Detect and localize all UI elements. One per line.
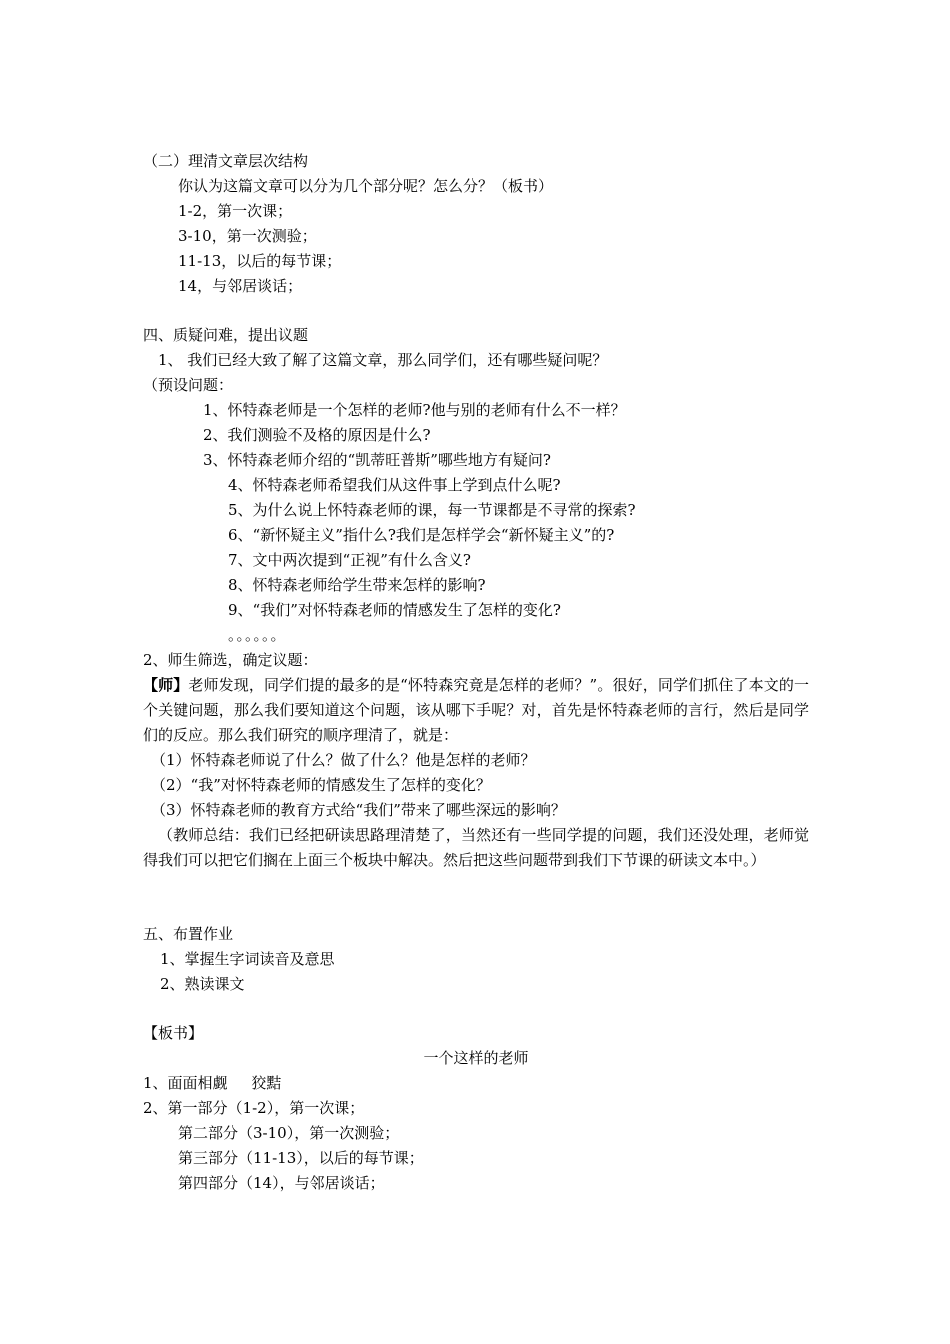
preset-question: 4、怀特森老师希望我们从这件事上学到点什么呢? (228, 476, 561, 494)
structure-part: 14，与邻居谈话； (178, 277, 303, 295)
section-heading: （二）理清文章层次结构 (143, 152, 309, 170)
homework-item: 1、掌握生字词读音及意思 (160, 950, 335, 968)
board-line: 1、面面相觑 狡黠 (143, 1074, 282, 1092)
board-sub-line: 第四部分（14），与邻居谈话； (178, 1174, 385, 1192)
preset-question: 9、“我们”对怀特森老师的情感发生了怎样的变化? (228, 601, 561, 619)
subtopic: （3）怀特森老师的教育方式给“我们”带来了哪些深远的影响？ (151, 801, 566, 819)
board-label: 【板书】 (143, 1024, 204, 1042)
subtopic: （2）“我”对怀特森老师的情感发生了怎样的变化？ (151, 776, 491, 794)
teacher-summary: （教师总结：我们已经把研读思路理清楚了，当然还有一些同学提的问题，我们还没处理，老师觉得我们可以把它们搁在上面三个板块中解决。然后把这些问题带到我们下节课的研读文本中。） (143, 826, 809, 869)
board-sub-line: 第三部分（11-13），以后的每节课； (178, 1149, 424, 1167)
board-sub-line: 第二部分（3-10），第一次测验； (178, 1124, 400, 1142)
section-question: 你认为这篇文章可以分为几个部分呢？怎么分？（板书） (178, 177, 554, 195)
preset-question: 2、我们测验不及格的原因是什么? (203, 426, 431, 444)
homework-item: 2、熟读课文 (160, 975, 245, 993)
board-title: 一个这样的老师 (423, 1049, 529, 1067)
structure-part: 3-10，第一次测验； (178, 227, 317, 245)
structure-part: 11-13，以后的每节课； (178, 252, 342, 270)
board-line: 2、第一部分（1-2），第一次课； (143, 1099, 365, 1117)
teacher-paragraph (143, 673, 809, 748)
list-item: 2、师生筛选，确定议题： (143, 651, 318, 669)
preset-question: 1、怀特森老师是一个怎样的老师?他与别的老师有什么不一样？ (203, 401, 626, 419)
section-heading: 五、布置作业 (143, 925, 234, 943)
preset-question: 8、怀特森老师给学生带来怎样的影响? (228, 576, 486, 594)
subtopic: （1）怀特森老师说了什么？做了什么？他是怎样的老师？ (151, 751, 536, 769)
list-item: 1、 我们已经大致了解了这篇文章，那么同学们，还有哪些疑问呢？ (158, 351, 608, 369)
ellipsis: 。。。。。。 (228, 626, 287, 644)
teacher-tag: 【师】 (143, 676, 189, 694)
preset-label: （预设问题： (143, 376, 234, 394)
structure-part: 1-2，第一次课； (178, 202, 293, 220)
section-heading: 四、质疑问难，提出议题 (143, 326, 309, 344)
preset-question: 5、为什么说上怀特森老师的课，每一节课都是不寻常的探索? (228, 501, 636, 519)
preset-question: 6、“新怀疑主义”指什么?我们是怎样学会“新怀疑主义”的? (228, 526, 615, 544)
preset-question: 7、文中两次提到“正视”有什么含义? (228, 551, 471, 569)
preset-question: 3、怀特森老师介绍的“凯蒂旺普斯”哪些地方有疑问? (203, 451, 551, 469)
teacher-text: 老师发现，同学们提的最多的是“怀特森究竟是怎样的老师？”。很好，同学们抓住了本文的一个关键问题，那么我们要知道这个问题，该从哪下手呢？对，首先是怀特森老师的言行，然后是同学们的反应。那么我们研究的顺序理清了，就是： (143, 676, 809, 744)
